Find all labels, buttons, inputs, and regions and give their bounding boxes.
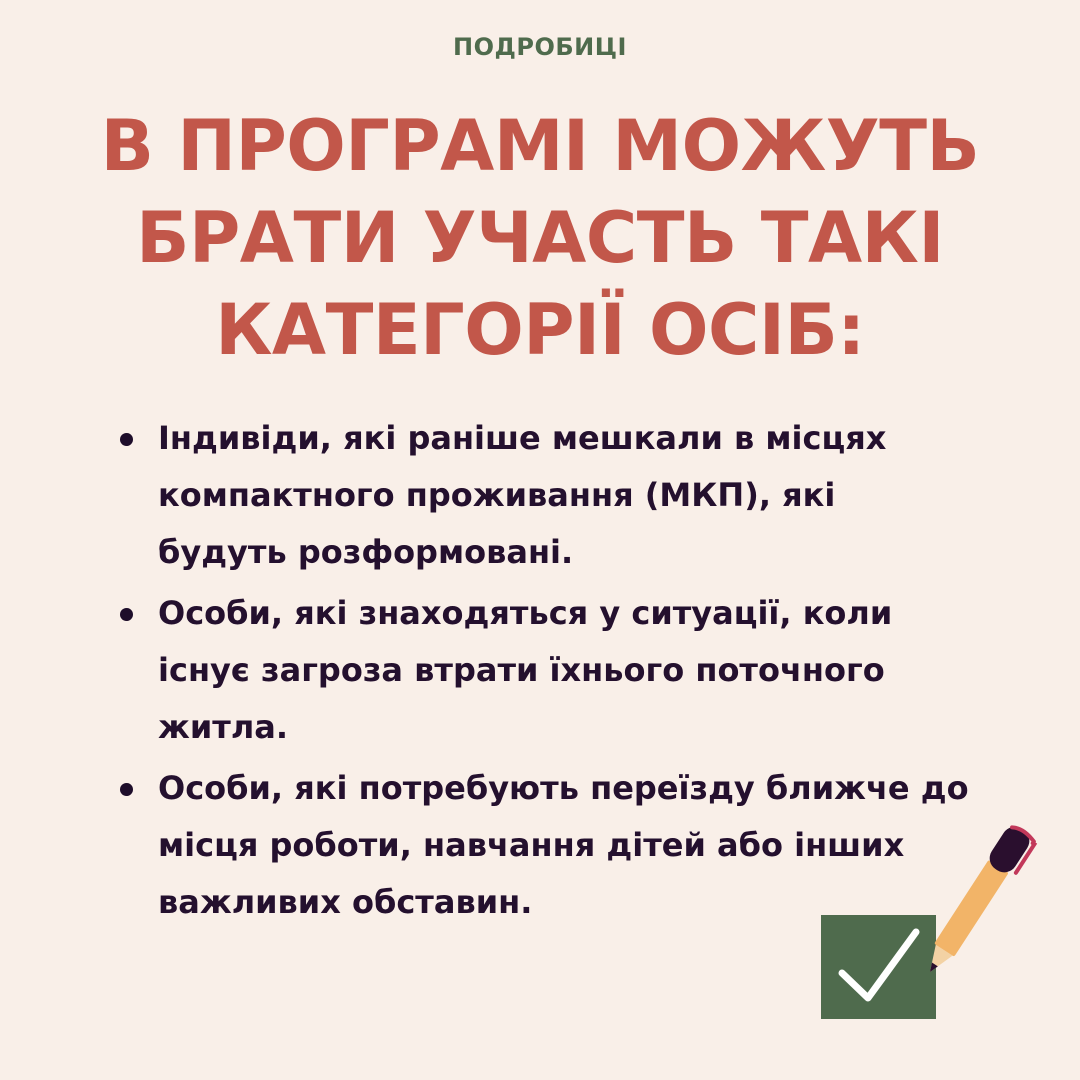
bullet-dot-icon <box>120 433 133 446</box>
list-item-line: житла. <box>158 708 288 746</box>
list-item-line: місця роботи, навчання дітей або інших <box>158 826 905 864</box>
pencil-icon <box>918 822 1037 982</box>
list-item <box>118 410 998 581</box>
checkbox-checked-icon <box>821 915 936 1019</box>
list-item <box>118 585 998 756</box>
list-item-line: будуть розформовані. <box>158 533 574 571</box>
list-item-line: важливих обставин. <box>158 883 533 921</box>
list-item-line: Індивіди, які раніше мешкали в місцях <box>158 419 887 457</box>
list-item-line: Особи, які потребують переїзду ближче до <box>158 769 969 807</box>
list-item-line: Особи, які знаходяться у ситуації, коли <box>158 594 893 632</box>
title-line: БРАТИ УЧАСТЬ ТАКІ <box>136 197 944 279</box>
list-item-line: компактного проживання (МКП), які <box>158 476 836 514</box>
title-line: КАТЕГОРІЇ ОСІБ: <box>215 289 865 371</box>
list-item-line: існує загроза втрати їхнього поточного <box>158 651 885 689</box>
bullet-dot-icon <box>120 608 133 621</box>
bullet-dot-icon <box>120 783 133 796</box>
page-title <box>40 100 1040 376</box>
title-line: В ПРОГРАМІ МОЖУТЬ <box>100 105 980 187</box>
section-eyebrow: ПОДРОБИЦІ <box>453 33 627 61</box>
checkbox-pencil-illustration <box>810 790 1060 1030</box>
